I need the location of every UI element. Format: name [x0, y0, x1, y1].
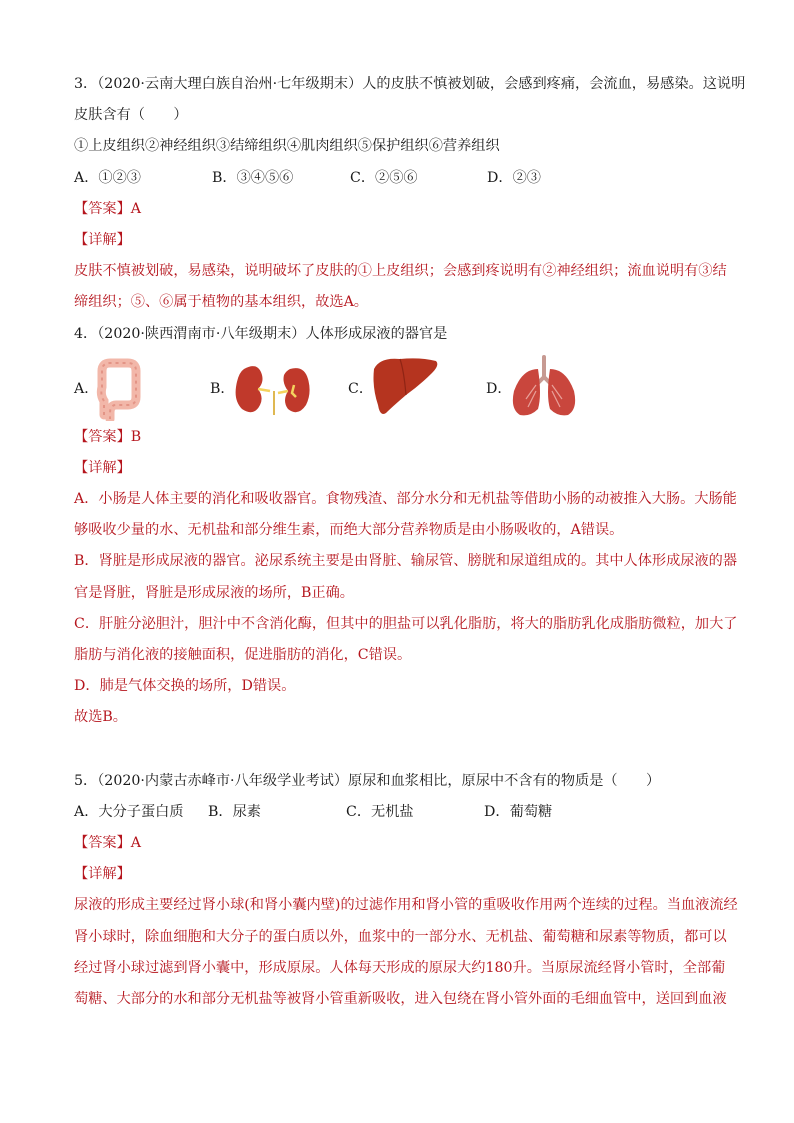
q3-choice-d: D．②③ — [487, 169, 541, 186]
q5-detail-tag: 【详解】 — [74, 866, 131, 883]
document-page — [74, 74, 746, 1020]
q4-detail-tag: 【详解】 — [74, 459, 131, 476]
q3-choice-c: C．②⑤⑥ — [350, 169, 418, 186]
kidney-icon — [234, 361, 312, 417]
q3-stem-line2: 皮肤含有（ ） — [74, 107, 188, 124]
lungs-icon — [508, 355, 580, 419]
q4-detail-line: B．肾脏是形成尿液的器官。泌尿系统主要是由肾脏、输尿管、膀胱和尿道组成的。其中人体形成尿液的器 — [74, 553, 738, 570]
q4-choice-b-label: B． — [210, 380, 235, 397]
q4-detail-line: 官是肾脏，肾脏是形成尿液的场所，B正确。 — [74, 584, 354, 601]
q4-image-choices — [74, 355, 724, 427]
q5-choice-b: B．尿素 — [208, 803, 261, 820]
q5-detail-line: 经过肾小球过滤到肾小囊中，形成原尿。人体每天形成的原尿大约180升。当原尿流经肾小管时，全部葡 — [74, 959, 726, 976]
q5-detail-line: 萄糖、大部分的水和部分无机盐等被肾小管重新吸收，进入包绕在肾小管外面的毛细血管中，送回到血液 — [74, 990, 727, 1007]
q5-choice-a: A．大分子蛋白质 — [74, 803, 184, 820]
q4-choice-a-label: A． — [74, 380, 99, 397]
q5-answer — [74, 833, 724, 864]
large-intestine-icon — [96, 357, 142, 421]
q3-detail-line: 皮肤不慎被划破，易感染，说明破坏了皮肤的①上皮组织；会感到疼说明有②神经组织；流血说明有③结 — [74, 263, 727, 280]
q4-detail-line: C．肝脏分泌胆汁，胆汁中不含消化酶，但其中的胆盐可以乳化脂肪，将大的脂肪乳化成脂肪微粒，加大了 — [74, 615, 738, 632]
q5-detail-line: 尿液的形成主要经过肾小球(和肾小囊内壁)的过滤作用和肾小管的重吸收作用两个连续的过程。当血液流经 — [74, 897, 738, 914]
spacer — [74, 739, 724, 771]
answer-value: A — [130, 200, 142, 217]
q3-choices — [74, 168, 724, 199]
q3-answer — [74, 199, 724, 230]
q5-stem: 5．（2020·内蒙古赤峰市·八年级学业考试）原尿和血浆相比，原尿中不含有的物质是（ ） — [74, 772, 661, 789]
q4-conclusion: 故选B。 — [74, 709, 127, 726]
q4-detail-line: D．肺是气体交换的场所，D错误。 — [74, 678, 296, 695]
answer-tag: 【答案】 — [74, 200, 131, 217]
q4-answer — [74, 427, 724, 458]
q3-options-line: ①上皮组织②神经组织③结缔组织④肌肉组织⑤保护组织⑥营养组织 — [74, 138, 500, 155]
q3-choice-b: B．③④⑤⑥ — [212, 169, 294, 186]
q3-detail-tag: 【详解】 — [74, 231, 131, 248]
q5-choice-c: C．无机盐 — [346, 803, 414, 820]
answer-value: A — [130, 834, 142, 851]
liver-icon — [370, 355, 440, 417]
q4-choice-c-label: C． — [348, 380, 374, 397]
q3-stem-line1: 3．（2020·云南大理白族自治州·七年级期末）人的皮肤不慎被划破，会感到疼痛，会流血，易感染。这说明 — [74, 76, 746, 92]
q3-detail-line: 缔组织；⑤、⑥属于植物的基本组织，故选A。 — [74, 294, 368, 311]
q5-choice-d: D．葡萄糖 — [484, 803, 553, 820]
q4-detail-line: A．小肠是人体主要的消化和吸收器官。食物残渣、部分水分和无机盐等借助小肠的动被推入大肠。大肠能 — [74, 491, 737, 508]
q4-detail-line: 脂肪与消化液的接触面积，促进脂肪的消化，C错误。 — [74, 647, 412, 663]
q5-choices — [74, 802, 724, 833]
answer-tag: 【答案】 — [74, 834, 131, 851]
answer-tag: 【答案】 — [74, 428, 131, 445]
answer-value: B — [130, 428, 142, 445]
q4-detail-line: 够吸收少量的水、无机盐和部分维生素，而绝大部分营养物质是由小肠吸收的，A错误。 — [74, 522, 624, 539]
q4-choice-d-label: D． — [486, 380, 512, 397]
q5-detail-line: 肾小球时，除血细胞和大分子的蛋白质以外，血浆中的一部分水、无机盐、葡萄糖和尿素等物质，都可以 — [74, 928, 727, 945]
q3-choice-a: A．①②③ — [74, 169, 141, 186]
q4-stem: 4．（2020·陕西渭南市·八年级期末）人体形成尿液的器官是 — [74, 325, 448, 342]
